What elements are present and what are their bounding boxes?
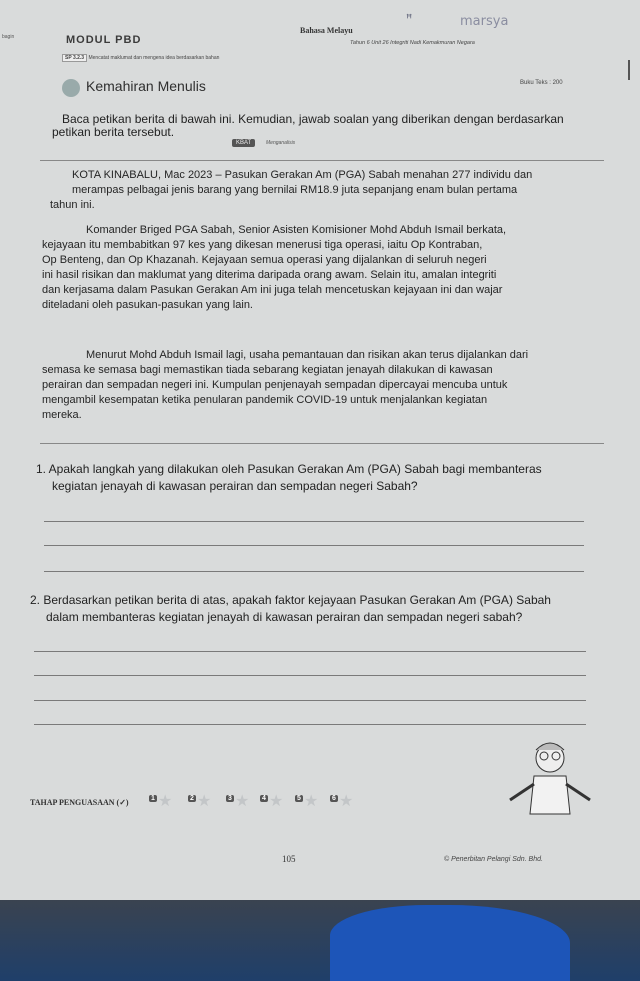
sp-description: Mencatat maklumat dan mengena idea berdasarkan bahan xyxy=(88,55,220,61)
kbat-subtitle: Menganalisis xyxy=(266,140,296,146)
margin-bar xyxy=(628,60,630,80)
question-2-text: 2. Berdasarkan petikan berita di atas, apakah faktor kejayaan Pasukan Gerakan Am (PGA) Sabah xyxy=(30,593,551,607)
subject-title: Bahasa Melayu xyxy=(300,26,353,35)
article-line: mengambil kesempatan ketika penularan pandemik COVID-19 untuk menjalankan kegiatan xyxy=(42,394,488,406)
background-object xyxy=(330,905,570,981)
question-1-text: 1. Apakah langkah yang dilakukan oleh Pasukan Gerakan Am (PGA) Sabah bagi membanteras xyxy=(36,462,542,476)
question-2-text: dalam membanteras kegiatan jenayah di kawasan perairan dan sempadan negeri sabah? xyxy=(46,610,523,624)
article-line: Menurut Mohd Abduh Ismail lagi, usaha pemantauan dan risikan akan terus dijalankan dari xyxy=(86,349,529,361)
scientist-illustration xyxy=(500,736,600,816)
article-line: merampas pelbagai jenis barang yang bernilai RM18.9 juta sepanjang enam bulan pertama xyxy=(72,184,518,196)
kbat-badge: KBAT xyxy=(232,139,255,147)
tahap-label: TAHAP PENGUASAAN (✓) xyxy=(30,798,129,807)
level-6-badge[interactable]: 6 xyxy=(332,795,336,802)
instruction-line-2: petikan berita tersebut. xyxy=(52,125,175,139)
textbook-page: Buku Teks : 200 xyxy=(520,80,563,86)
handwritten-mark: ꟸ xyxy=(406,13,413,25)
article-line: dan kerjasama dalam Pasukan Gerakan Am ini juga telah mencetuskan kejayaan ini dan wajar xyxy=(42,284,503,296)
answer-line[interactable] xyxy=(34,651,586,652)
skill-icon xyxy=(62,79,80,97)
article-line: Op Benteng, dan Op Khazanah. Kejayaan semua operasi yang dijalankan di seluruh negeri xyxy=(42,254,487,266)
star-icon[interactable]: ★ xyxy=(339,793,354,810)
article-line: diteladani oleh pasukan-pasukan yang lain. xyxy=(42,299,253,311)
level-1-badge[interactable]: 1 xyxy=(151,795,155,802)
star-icon[interactable]: ★ xyxy=(235,793,250,810)
answer-line[interactable] xyxy=(34,724,586,725)
article-line: semasa ke semasa bagi memastikan tiada sebarang kegiatan jenayah dilakukan di kawasan xyxy=(42,364,493,376)
instruction-line-1: Baca petikan berita di bawah ini. Kemudian, jawab soalan yang diberikan dengan berdasarkan xyxy=(62,112,564,126)
level-5-badge[interactable]: 5 xyxy=(297,795,301,802)
article-line: Komander Briged PGA Sabah, Senior Asisten Komisioner Mohd Abduh Ismail berkata, xyxy=(86,224,507,236)
article-line: mereka. xyxy=(42,409,82,421)
article-line: tahun ini. xyxy=(50,199,95,211)
star-icon[interactable]: ★ xyxy=(269,793,284,810)
star-icon[interactable]: ★ xyxy=(304,793,319,810)
side-text: bagin xyxy=(2,34,15,40)
question-1-text: kegiatan jenayah di kawasan perairan dan sempadan negeri Sabah? xyxy=(52,479,418,493)
level-2-badge[interactable]: 2 xyxy=(190,795,194,802)
answer-line[interactable] xyxy=(44,571,584,572)
article-line: ini hasil risikan dan maklumat yang diterima daripada orang awam. Selain itu, amalan integriti xyxy=(42,269,497,281)
copyright: © Penerbitan Pelangi Sdn. Bhd. xyxy=(444,856,543,863)
page-number: 105 xyxy=(282,854,296,864)
star-icon[interactable]: ★ xyxy=(197,793,212,810)
article-line: perairan dan sempadan negeri ini. Kumpulan penjenayah sempadan dipercayai mencuba untuk xyxy=(42,379,508,391)
handwritten-name: marsya xyxy=(460,14,509,29)
star-icon[interactable]: ★ xyxy=(158,793,173,810)
answer-line[interactable] xyxy=(44,545,584,546)
sp-code: SP 3.2.3 Mencatat maklumat dan mengena idea berdasarkan bahan xyxy=(62,55,219,61)
article-line: KOTA KINABALU, Mac 2023 – Pasukan Gerakan Am (PGA) Sabah menahan 277 individu dan xyxy=(72,169,533,181)
level-4-badge[interactable]: 4 xyxy=(262,795,266,802)
article-line: kejayaan itu membabitkan 97 kes yang dikesan menerusi tiga operasi, iaitu Op Kontraban, xyxy=(42,239,483,251)
answer-line[interactable] xyxy=(34,700,586,701)
level-3-badge[interactable]: 3 xyxy=(228,795,232,802)
unit-title: Tahun 6 Unit 26 Integriti Nadi Kemakmuran Negara xyxy=(350,40,475,46)
answer-line[interactable] xyxy=(34,675,586,676)
skill-title: Kemahiran Menulis xyxy=(86,78,206,94)
answer-line[interactable] xyxy=(44,521,584,522)
module-label: MODUL PBD xyxy=(66,34,142,46)
